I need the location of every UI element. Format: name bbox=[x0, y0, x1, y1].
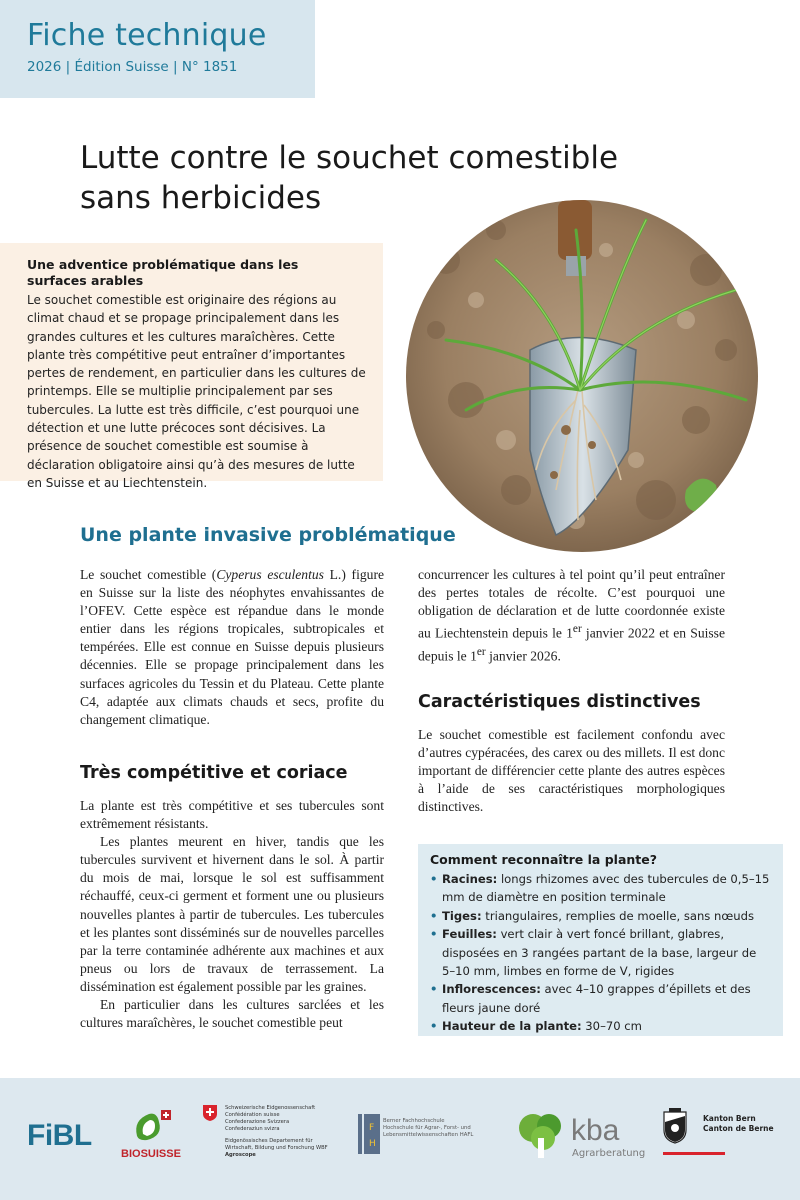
section-title-characteristics: Caractéristiques distinctives bbox=[418, 692, 701, 712]
swiss-line: Confédération suisse bbox=[225, 1112, 280, 1118]
characteristics-paragraph: Le souchet comestible est facilement confondu avec d’autres cypéracées, des carex ou des millets. Il est donc important de différencier cette plante des autres espèces à l’aide de ses caractéristiques morphologiques distinctives. bbox=[418, 727, 725, 815]
bfh-mark-icon bbox=[358, 1114, 380, 1154]
page-title-line-1: Lutte contre le souchet comestible bbox=[80, 140, 619, 176]
bfh-hafl-logo bbox=[358, 1114, 474, 1158]
species-name: Cyperus esculentus bbox=[216, 567, 324, 582]
kba-subtitle: Agrarberatung bbox=[572, 1148, 646, 1159]
section-title-competitive: Très compétitive et coriace bbox=[80, 763, 348, 783]
competitive-paragraph-1: La plante est très compétitive et ses tubercules sont extrêmement résistants. bbox=[80, 798, 384, 832]
swiss-cross-icon bbox=[203, 1105, 217, 1121]
item-text: avec 4–10 grappes d’épillets et des fleurs jaune doré bbox=[442, 982, 751, 1015]
recognition-list bbox=[430, 870, 773, 1036]
section-invasive-paragraph bbox=[80, 566, 384, 729]
swiss-line: Confederazione Svizzera bbox=[225, 1119, 290, 1125]
competitive-paragraph-3: En particulier dans les cultures sarclées et les cultures maraîchères, le souchet comestible peut bbox=[80, 997, 384, 1031]
section-invasive-text bbox=[80, 566, 384, 729]
recognition-box bbox=[418, 844, 783, 1036]
section-characteristics-text bbox=[418, 726, 725, 816]
intro-box bbox=[0, 243, 383, 490]
intro-text: Le souchet comestible est originaire des régions au climat chaud et se propage principalement dans les grandes cultures et les cultures maraîchères. Cette plante très compétitive peut entraîner d’importantes pertes de rendement, en particulier dans les cultures de printemps. Elle se multiplie principalement par ses tubercules. La lutte est très difficile, c’est pourquoi une détection et une lutte précoces sont décisives. La présence de souchet comestible est soumise à déclaration obligatoire ainsi qu’à des mesures de lutte en Suisse et au Liechtenstein. bbox=[27, 293, 366, 490]
superscript: er bbox=[476, 645, 486, 658]
recognition-item-height bbox=[430, 1017, 773, 1035]
bio-suisse-logo bbox=[120, 1108, 182, 1160]
bfh-mark-h: H bbox=[369, 1139, 376, 1149]
bio-suisse-wordmark bbox=[120, 1148, 182, 1160]
item-label: Tiges: bbox=[442, 908, 482, 923]
item-label: Racines: bbox=[442, 872, 498, 886]
fibl-logo: FiBL bbox=[27, 1119, 92, 1152]
recognition-item-leaves bbox=[430, 925, 773, 980]
recognition-item-roots bbox=[430, 870, 773, 907]
competitive-paragraph-2: Les plantes meurent en hiver, tandis que les tubercules survivent et hivernent dans le sol. À partir du mois de mai, lorsque le sol est suffisamment réchauffé, ceux-ci germent et forment une ou plusieurs nouvelles plantes à partir de tubercules. Les tubercules et les plantes sont disséminés sur de nouvelles parcelles par la terre contaminée adhérente aux machines et aux pneus ou lors de travaux de terrassement. La dissémination est également possible par les graines. bbox=[80, 834, 384, 994]
item-label: Feuilles: bbox=[442, 927, 497, 942]
bern-line: Kanton Bern bbox=[703, 1114, 756, 1123]
plant-photo bbox=[406, 200, 758, 552]
kba-tree-icon bbox=[515, 1110, 567, 1160]
plant-photo-illustration bbox=[406, 200, 758, 552]
header-subtitle: 2026 | Édition Suisse | N° 1851 bbox=[27, 59, 238, 75]
bio-suisse-wordmark-b: SUISSE bbox=[140, 1148, 181, 1160]
section-competitive-text bbox=[80, 797, 384, 1032]
bern-coat-of-arms-icon bbox=[663, 1108, 687, 1144]
intro-heading: Une adventice problématique dans les surfaces arables bbox=[27, 257, 299, 288]
bern-red-bar bbox=[663, 1152, 725, 1155]
header-title: Fiche technique bbox=[27, 18, 267, 53]
text-run: janvier 2026. bbox=[485, 648, 561, 664]
swiss-dept-line: Wirtschaft, Bildung und Forschung WBF bbox=[225, 1145, 328, 1151]
header-box bbox=[0, 0, 315, 98]
canton-bern-logo bbox=[663, 1108, 774, 1148]
kba-logo bbox=[515, 1110, 646, 1164]
recognition-item-inflorescences bbox=[430, 980, 773, 1017]
bio-suisse-wordmark-a: BIO bbox=[121, 1148, 141, 1160]
item-text: triangulaires, remplies de moelle, sans nœuds bbox=[481, 908, 754, 923]
text-run: janvier 2022 et en Suisse depuis le 1 bbox=[418, 625, 726, 664]
swiss-line: Confederaziun svizra bbox=[225, 1126, 280, 1132]
recognition-title: Comment reconnaître la plante? bbox=[430, 852, 657, 867]
bfh-mark-f: F bbox=[369, 1123, 375, 1133]
item-label: Hauteur de la plante: bbox=[442, 1019, 582, 1034]
bfh-line: Lebensmittelwissenschaften HAFL bbox=[383, 1132, 474, 1138]
continuation-paragraph bbox=[418, 566, 725, 666]
item-text: 30–70 cm bbox=[581, 1019, 642, 1034]
bern-line: Canton de Berne bbox=[703, 1124, 774, 1133]
kba-wordmark: kba bbox=[571, 1114, 620, 1147]
bio-bud-icon bbox=[129, 1108, 173, 1142]
recognition-item-stems bbox=[430, 907, 773, 925]
page-title-line-2: sans herbicides bbox=[80, 180, 322, 216]
swiss-line: Schweizerische Eidgenossenschaft bbox=[225, 1105, 316, 1111]
superscript: er bbox=[572, 623, 582, 636]
text-run: L.) figure en Suisse sur la liste des néophytes envahissantes de l’OFEV. Cette espèce est répandue dans le monde entier dans les régions tropicales, subtropicales et tempérées. Elle est connue en Suisse depuis plusieurs décennies. Elle se propage principalement dans les surfaces agricoles du Tessin et du Plateau. Cette plante C4, adaptée aux climats chauds et secs, profite du changement climatique. bbox=[80, 567, 384, 727]
swiss-dept-line: Eidgenössisches Departement für bbox=[225, 1138, 313, 1144]
item-text: vert clair à vert foncé brillant, glabres, disposées en 3 rangées partant de la base, largeur de 5–10 mm, limbes en forme de V, rigides bbox=[442, 927, 757, 979]
bfh-line: Hochschule für Agrar-, Forst- und bbox=[383, 1125, 471, 1131]
item-label: Inflorescences: bbox=[442, 982, 541, 997]
swiss-unit: Agroscope bbox=[225, 1152, 256, 1158]
section-title-invasive: Une plante invasive problématique bbox=[80, 524, 456, 546]
text-run: concurrencer les cultures à tel point qu’il peut entraîner des pertes totales de récolte. C’est pourquoi une obligation de déclaration et de lutte coordonnée existe au Liechtenstein depuis le 1 bbox=[418, 567, 725, 641]
item-text: longs rhizomes avec des tubercules de 0,5–15 mm de diamètre en position terminale bbox=[442, 872, 770, 905]
text-run: Le souchet comestible ( bbox=[80, 567, 217, 582]
swiss-confederation-logo bbox=[203, 1105, 343, 1159]
bfh-line: Berner Fachhochschule bbox=[383, 1118, 445, 1124]
column-2-continuation bbox=[418, 566, 725, 666]
